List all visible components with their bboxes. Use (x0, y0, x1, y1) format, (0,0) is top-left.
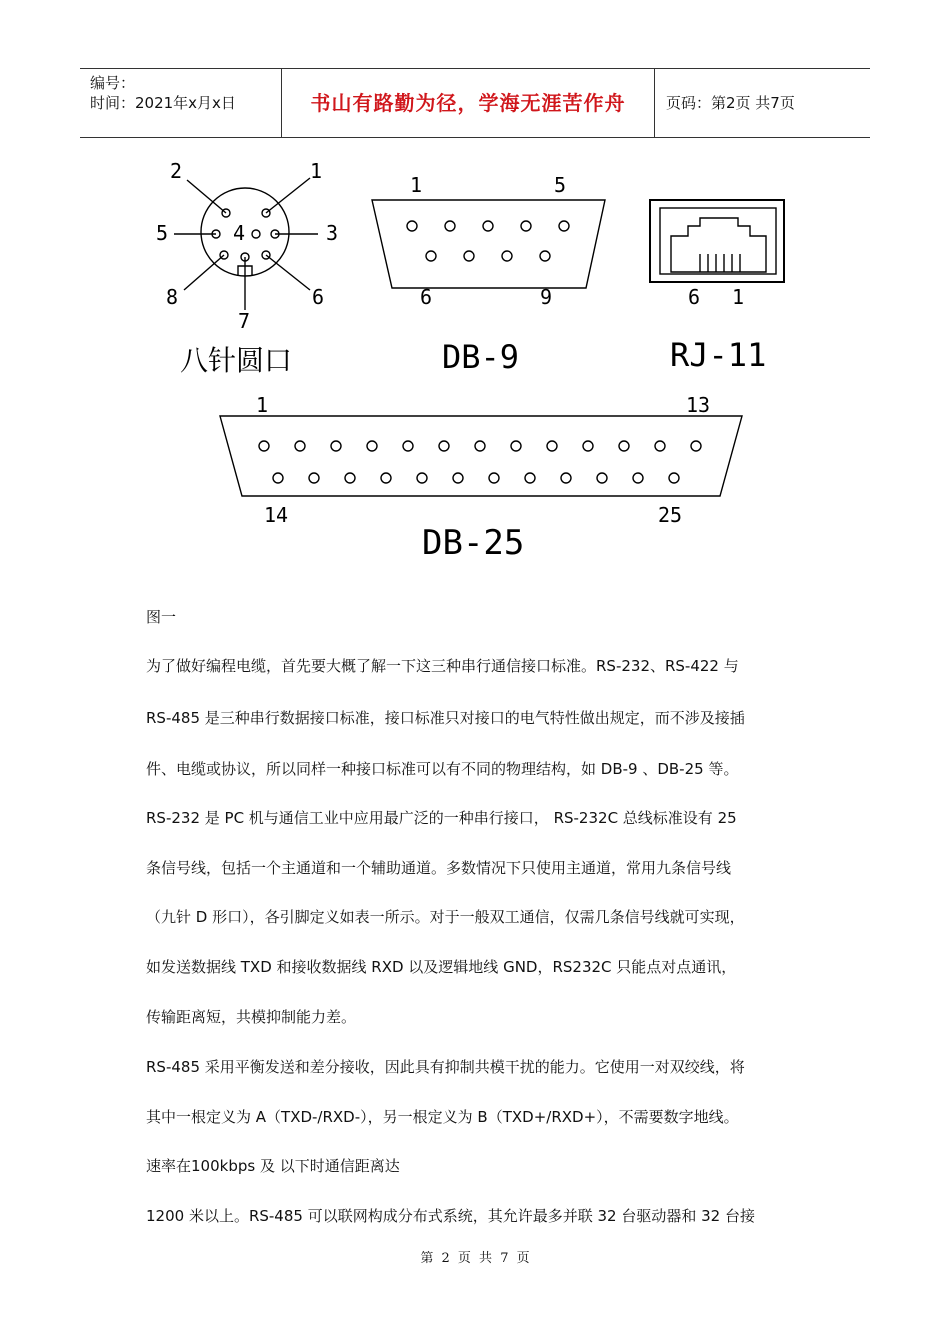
body-line: 条信号线，包括一个主通道和一个辅助通道。多数情况下只使用主通道，常用九条信号线 (146, 859, 732, 877)
db9-label-top-left: 1 (410, 173, 423, 197)
db9-label-bottom-left: 6 (420, 285, 433, 309)
eight-pin-label-1: 1 (310, 159, 323, 183)
eight-pin-label-6: 6 (312, 285, 325, 309)
db9-label-bottom-right: 9 (540, 285, 553, 309)
body-line: 其中一根定义为 A（TXD-/RXD-），另一根定义为 B（TXD+/RXD+），不需要数字地线。 (146, 1108, 739, 1126)
body-line: 件、电缆或协议，所以同样一种接口标准可以有不同的物理结构，如 DB-9 、DB-25 等。 (146, 760, 739, 778)
body-line: 传输距离短，共模抑制能力差。 (146, 1008, 357, 1026)
header-motto: 书山有路勤为径，学海无涯苦作舟 (310, 91, 626, 115)
body-line: RS-485 是三种串行数据接口标准，接口标准只对接口的电气特性做出规定，而不涉及接插 (146, 709, 745, 727)
eight-pin-label-3: 3 (326, 221, 339, 245)
db9-connector (372, 200, 605, 288)
rj11-connector (650, 200, 784, 282)
db25-label-bottom-left: 14 (264, 503, 289, 527)
eight-pin-title: 八针圆口 (180, 344, 293, 377)
rj11-title: RJ-11 (670, 336, 767, 374)
figure-caption: 图一 (146, 608, 177, 626)
db25-label-top-right: 13 (686, 393, 711, 417)
header-divider (654, 69, 655, 137)
pin-4b (252, 230, 260, 238)
page-footer: 第 2 页 共 7 页 (420, 1251, 530, 1266)
eight-pin-label-4: 4 (233, 221, 246, 245)
db25-label-top-left: 1 (256, 393, 269, 417)
db25-connector (220, 416, 742, 496)
connector-diagram (140, 150, 800, 570)
body-line: （九针 D 形口），各引脚定义如表一所示。对于一般双工通信，仅需几条信号线就可实现， (146, 908, 745, 926)
db25-row1 (259, 441, 701, 451)
header-page-info: 页码：第2页 共7页 (666, 94, 795, 112)
db25-title: DB-25 (422, 523, 525, 563)
db25-label-bottom-right: 25 (658, 503, 683, 527)
body-line: 为了做好编程电缆，首先要大概了解一下这三种串行通信接口标准。RS-232、RS-422 与 (146, 657, 739, 675)
body-line: 速率在100kbps 及 以下时通信距离达 (146, 1157, 400, 1175)
header-meta (90, 73, 236, 113)
connector-figure (140, 150, 800, 570)
body-line: 1200 米以上。RS-485 可以联网构成分布式系统，其允许最多并联 32 台驱动器和 32 台接 (146, 1207, 755, 1225)
body-line: RS-232 是 PC 机与通信工业中应用最广泛的一种串行接口， RS-232C 总线标准设有 25 (146, 809, 737, 827)
eight-pin-label-7: 7 (238, 309, 251, 333)
db25-row2 (273, 473, 679, 483)
eight-pin-label-8: 8 (166, 285, 179, 309)
eight-pin-label-5: 5 (156, 221, 169, 245)
db9-label-top-right: 5 (554, 173, 567, 197)
db9-title: DB-9 (442, 338, 520, 376)
rj11-label-right: 1 (732, 285, 745, 309)
eight-pin-connector (174, 178, 318, 310)
eight-pin-label-2: 2 (170, 159, 183, 183)
body-line: 如发送数据线 TXD 和接收数据线 RXD 以及逻辑地线 GND，RS232C 只能点对点通讯， (146, 958, 737, 976)
doc-time-label: 时间：2021年x月x日 (90, 94, 236, 112)
page-header (80, 68, 870, 138)
doc-number-label: 编号： (90, 74, 136, 92)
rj11-label-left: 6 (688, 285, 701, 309)
body-line: RS-485 采用平衡发送和差分接收，因此具有抑制共模干扰的能力。它使用一对双绞线，将 (146, 1058, 745, 1076)
